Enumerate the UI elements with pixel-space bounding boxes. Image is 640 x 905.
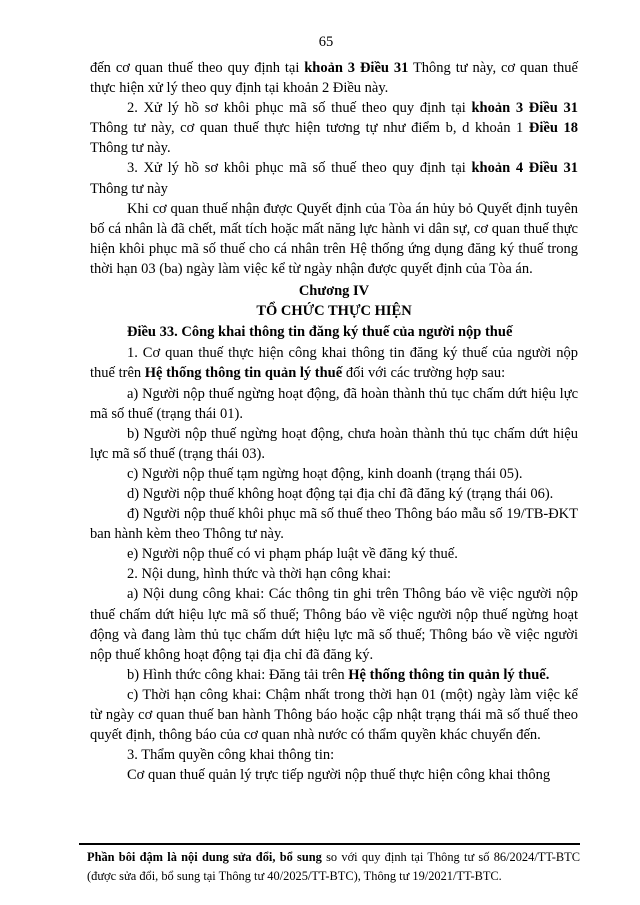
text-segment: Cơ quan thuế quản lý trực tiếp người nộp thuế thực hiện công khai thông — [127, 767, 551, 784]
bold-segment: Phần bôi đậm là nội dung sửa đổi, bổ sung — [87, 850, 322, 864]
article-33-heading: Điều 33. Công khai thông tin đăng ký thuế của người nộp thuế — [127, 324, 513, 341]
paragraph-point-b — [90, 424, 578, 464]
text-segment: c) Người nộp thuế tạm ngừng hoạt động, kinh doanh (trạng thái 05). — [127, 465, 523, 482]
text-segment: Thông tư này, cơ quan thuế thực hiện xử lý theo quy định tại khoản 2 Điều này. — [90, 60, 578, 97]
text-segment: 2. Nội dung, hình thức và thời hạn công khai: — [127, 566, 392, 583]
text-segment: 3. Thẩm quyền công khai thông tin: — [127, 747, 335, 764]
chapter-heading — [90, 281, 578, 321]
paragraph-point-e — [90, 544, 578, 564]
paragraph-point-c-deadline — [90, 685, 578, 745]
paragraph-clause-2 — [90, 98, 578, 158]
text-segment: a) Người nộp thuế ngừng hoạt động, đã hoàn thành thủ tục chấm dứt hiệu lực mã số thuế (trạng thái 01). — [90, 385, 578, 422]
text-segment: Thông tư này. — [90, 140, 171, 157]
text-segment: đ) Người nộp thuế khôi phục mã số thuế theo Thông báo mẫu số 19/TB-ĐKT ban hành kèm theo Thông tư này. — [90, 506, 578, 543]
paragraph-clause-1-article-33 — [90, 343, 578, 383]
bold-segment: khoản 4 Điều 31 — [471, 160, 578, 177]
paragraph-point-b-form — [90, 665, 578, 685]
text-segment: Thông tư này — [90, 180, 168, 197]
chapter-label: Chương IV — [298, 283, 370, 300]
bold-segment: Điều 18 — [528, 120, 579, 137]
paragraph-point-d — [90, 484, 578, 504]
page-footer — [79, 843, 580, 885]
text-segment: 3. Xử lý hồ sơ khôi phục mã số thuế theo quy định tại — [127, 160, 472, 177]
page-number: 65 — [318, 34, 334, 50]
bold-segment: Hệ thống thông tin quản lý thuế — [144, 365, 343, 382]
paragraph-court-decision — [90, 199, 578, 279]
paragraph-continuation — [90, 58, 578, 98]
text-segment: đến cơ quan thuế theo quy định tại — [90, 60, 305, 76]
text-segment: c) Thời hạn công khai: Chậm nhất trong thời hạn 01 (một) ngày làm việc kể từ ngày cơ quan thuế ban hành Thông báo hoặc cập nhật trạng thái mã số thuế theo quyết định, thông báo của cơ quan nhà nước có thẩm quyền khác chuyển đến. — [90, 686, 578, 744]
paragraph-clause-3-article-33 — [90, 745, 578, 765]
text-segment: b) Hình thức công khai: Đăng tải trên — [127, 666, 349, 683]
paragraph-point-a-content — [90, 584, 578, 664]
chapter-title: TỔ CHỨC THỰC HIỆN — [256, 303, 412, 320]
paragraph-point-dd — [90, 504, 578, 544]
paragraph-clause-3 — [90, 158, 578, 198]
text-segment: 2. Xử lý hồ sơ khôi phục mã số thuế theo quy định tại — [127, 100, 472, 117]
text-segment: so với quy định tại Thông tư số 86/2024/TT-BTC (được sửa đổi, bổ sung tại Thông tư 40/2025/TT-BTC), Thông tư 19/2021/TT-BTC. — [87, 850, 580, 883]
footnote-text — [87, 848, 580, 885]
paragraph-last-line — [90, 765, 578, 785]
paragraph-point-a — [90, 384, 578, 424]
text-segment: Thông tư này, cơ quan thuế thực hiện tương tự như điểm b, d khoản 1 — [90, 120, 529, 137]
text-segment: b) Người nộp thuế ngừng hoạt động, chưa hoàn thành thủ tục chấm dứt hiệu lực mã số thuế (trạng thái 03). — [90, 425, 578, 462]
paragraph-point-c — [90, 464, 578, 484]
document-body — [90, 58, 578, 785]
text-segment: d) Người nộp thuế không hoạt động tại địa chỉ đã đăng ký (trạng thái 06). — [127, 485, 554, 502]
text-segment: Khi cơ quan thuế nhận được Quyết định của Tòa án hủy bỏ Quyết định tuyên bố cá nhân là đã chết, mất tích hoặc mất năng lực hành vi dân sự, cơ quan thuế thực hiện khôi phục mã số thuế cho cá nhân trên Hệ thống ứng dụng đăng ký thuế trong thời hạn 03 (ba) ngày làm việc kể từ ngày nhận được quyết định của Tòa án. — [90, 200, 578, 277]
bold-segment: khoản 3 Điều 31 — [471, 100, 578, 117]
text-segment: a) Nội dung công khai: Các thông tin ghi trên Thông báo về việc người nộp thuế chấm dứt hiệu lực mã số thuế; Thông báo về việc người nộp thuế ngừng hoạt động và đang làm thủ tục chấm dứt hiệu lực mã số thuế; Thông báo về việc người nộp thuế không hoạt động tại địa chỉ đã đăng ký. — [90, 586, 578, 663]
text-segment: đối với các trường hợp sau: — [342, 365, 506, 382]
text-segment: e) Người nộp thuế có vi phạm pháp luật về đăng ký thuế. — [127, 546, 458, 563]
paragraph-clause-2-article-33 — [90, 564, 578, 584]
text-segment: 1. Cơ quan thuế thực hiện công khai thông tin đăng ký thuế của người nộp thuế trên — [90, 345, 578, 382]
bold-segment: Hệ thống thông tin quản lý thuế. — [348, 666, 550, 683]
bold-segment: khoản 3 Điều 31 — [304, 60, 409, 76]
